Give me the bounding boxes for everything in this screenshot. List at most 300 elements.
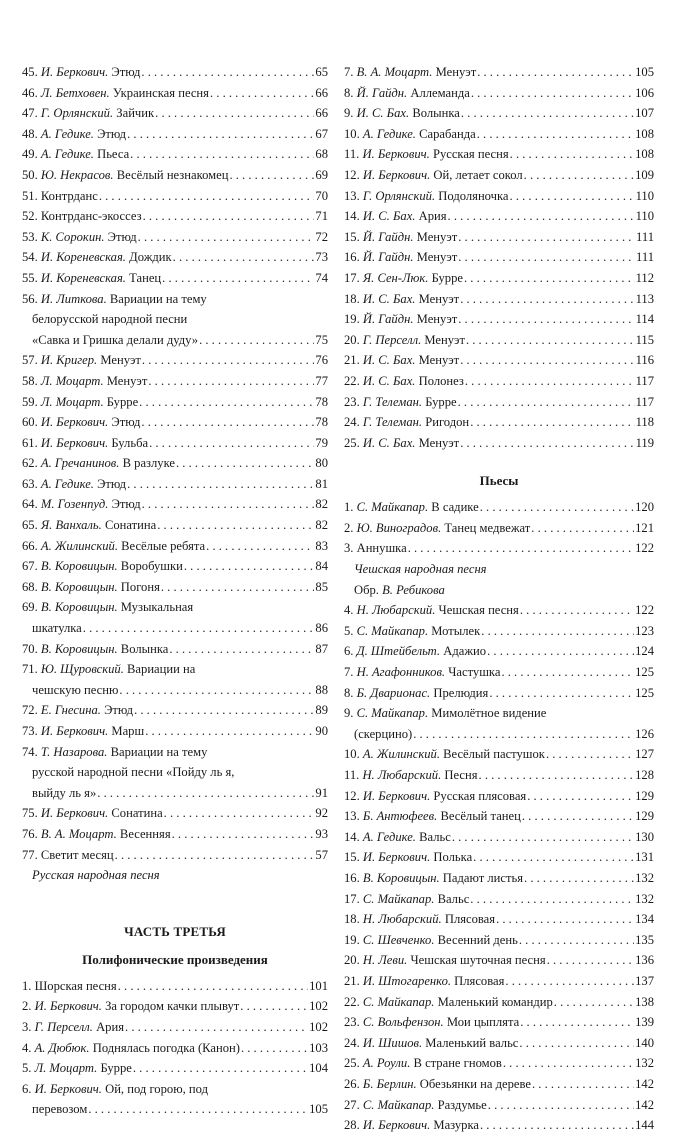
entry-line [344, 371, 654, 392]
entry-page-number: 89 [315, 703, 328, 718]
dot-leader [524, 165, 634, 186]
entry-composer: Г. Перселл. [362, 332, 422, 347]
entry-composer: А. Гедике. [40, 147, 94, 162]
entry-title: Менуэт [418, 353, 460, 368]
entry-text [357, 641, 487, 662]
entry-number: 67. [22, 559, 41, 574]
toc-entry [344, 412, 654, 433]
entry-composer: И. Беркович. [362, 788, 431, 803]
entry-page-number: 139 [635, 1015, 654, 1030]
entry-page-number: 115 [635, 332, 654, 347]
entry-composer: А. Жилинский. [40, 538, 118, 553]
toc-entry [22, 227, 328, 248]
entry-composer: В. А. Моцарт. [356, 65, 433, 79]
dot-leader [127, 124, 314, 145]
pieces-list [344, 497, 654, 1135]
entry-line [22, 680, 328, 701]
entry-title: Пьеса [97, 147, 130, 162]
entry-line [22, 412, 328, 433]
toc-entry [344, 538, 654, 600]
entry-text [41, 268, 161, 289]
entry-text [41, 824, 171, 845]
toc-entry [344, 744, 654, 765]
entry-page-number: 136 [635, 953, 654, 968]
entry-number: 6. [344, 644, 357, 659]
entry-composer: Б. Берлин. [362, 1076, 417, 1091]
entry-title: Падают листья [442, 870, 524, 885]
entry-line [22, 165, 328, 186]
dot-leader [142, 350, 314, 371]
entry-subtitle: Русская народная песня [32, 868, 160, 883]
dot-leader [473, 847, 634, 868]
entry-line [344, 703, 654, 724]
entry-title: Этюд [111, 65, 141, 79]
entry-title: Плясовая [454, 973, 505, 988]
entry-composer: А. Гречанинов. [40, 456, 120, 471]
entry-title: Весенняя [119, 826, 171, 841]
entry-title: Раздумье [437, 1097, 487, 1112]
entry-number: 51. [22, 188, 41, 203]
entry-title: Бурре [100, 1061, 132, 1076]
entry-line [22, 556, 328, 577]
entry-title: Воробушки [120, 559, 183, 574]
entry-title: Мотылек [431, 623, 481, 638]
entry-title: Марш [111, 724, 145, 738]
entry-text [41, 556, 183, 577]
entry-text [363, 930, 518, 951]
entry-title: Менуэт [416, 250, 458, 265]
entry-line [344, 621, 654, 642]
entry-composer: Н. Агафонников. [356, 665, 446, 680]
entry-text [357, 518, 531, 539]
entry-title: Вариации на тему [110, 744, 208, 759]
entry-page-number: 88 [315, 682, 328, 697]
entry-text [363, 950, 546, 971]
toc-entry [22, 144, 328, 165]
toc-entry [22, 186, 328, 207]
toc-entry [22, 268, 328, 289]
dot-leader [480, 497, 634, 518]
entry-composer: С. Майкапар. [356, 706, 429, 721]
entry-line [22, 371, 328, 392]
dot-leader [546, 744, 634, 765]
entry-line [344, 103, 654, 124]
toc-entry [22, 742, 328, 804]
entry-number: 2. [344, 520, 357, 535]
entry-page-number: 80 [315, 456, 328, 471]
toc-entry [22, 803, 328, 824]
entry-text [41, 412, 141, 433]
entry-title: Полонез [418, 373, 464, 388]
entry-text [41, 536, 205, 557]
entry-title: Ой, под горою, под [105, 1081, 208, 1096]
entry-line [344, 247, 654, 268]
entry-number: 22. [344, 994, 363, 1009]
entry-page-number: 82 [315, 497, 328, 512]
entry-line [344, 518, 654, 539]
entry-number: 16. [344, 870, 363, 885]
entry-page-number: 81 [315, 476, 328, 491]
dot-leader [172, 824, 315, 845]
entry-composer: Е. Гнесина. [40, 703, 101, 718]
dot-leader [99, 186, 315, 207]
entry-line [344, 909, 654, 930]
entry-page-number: 91 [315, 785, 328, 800]
entry-continuation: шкатулка [32, 621, 82, 636]
entry-subtitle: Чешская народная песня [354, 562, 487, 577]
entry-line [344, 950, 654, 971]
toc-entry [22, 371, 328, 392]
dot-leader [520, 600, 634, 621]
entry-title: За городом качки плывут [105, 999, 240, 1014]
entry-line [22, 803, 328, 824]
toc-entry [344, 889, 654, 910]
entry-number: 77. [22, 847, 41, 862]
entry-number: 14. [344, 209, 363, 224]
toc-entry [344, 124, 654, 145]
toc-entry [22, 494, 328, 515]
entry-text [363, 806, 521, 827]
toc-entry [22, 412, 328, 433]
toc-entry [344, 433, 654, 454]
dot-leader [477, 124, 634, 145]
dot-leader [141, 412, 314, 433]
entry-line [22, 536, 328, 557]
entry-number: 11. [344, 147, 363, 162]
entry-number: 3. [344, 541, 357, 556]
entry-number: 70. [22, 641, 41, 656]
entry-text [41, 165, 229, 186]
entry-composer: В. Коровицын. [40, 641, 118, 656]
entry-number: 71. [22, 662, 41, 677]
dot-leader [547, 950, 634, 971]
dot-leader [184, 556, 315, 577]
entry-title: Мазурка [433, 1118, 479, 1133]
toc-entry [344, 83, 654, 104]
entry-page-number: 142 [635, 1076, 654, 1091]
entry-page-number: 103 [309, 1040, 328, 1055]
dot-leader [173, 247, 315, 268]
entry-page-number: 109 [635, 167, 654, 182]
entry-number: 45. [22, 65, 41, 79]
entry-composer: И. Беркович. [40, 435, 109, 450]
entry-page-number: 122 [635, 541, 654, 556]
toc-entry [344, 765, 654, 786]
entry-line [344, 1095, 654, 1116]
entry-text [357, 703, 547, 724]
entry-line [22, 186, 328, 207]
toc-entry [344, 641, 654, 662]
entry-number: 58. [22, 373, 41, 388]
entry-number: 56. [22, 291, 41, 306]
entry-text [363, 1095, 487, 1116]
entry-page-number: 90 [315, 724, 328, 738]
entry-line [344, 868, 654, 889]
toc-entry [344, 227, 654, 248]
dot-leader [458, 392, 635, 413]
entry-line [344, 124, 654, 145]
entry-number: 64. [22, 497, 41, 512]
dot-leader [169, 639, 314, 660]
entry-text [41, 742, 208, 763]
entry-title: Маленький командир [437, 994, 553, 1009]
entry-number: 52. [22, 209, 41, 224]
toc-entry [344, 289, 654, 310]
entry-number: 47. [22, 106, 41, 121]
entry-text [363, 971, 505, 992]
entry-composer: А. Гедике. [362, 829, 416, 844]
entry-composer: И. С. Бах. [362, 435, 416, 450]
entry-number: 69. [22, 600, 41, 615]
entry-line [344, 268, 654, 289]
entry-number: 66. [22, 538, 41, 553]
entry-line [344, 641, 654, 662]
entry-page-number: 125 [635, 685, 654, 700]
dot-leader [522, 806, 634, 827]
entry-text [41, 845, 114, 866]
entry-title: Весёлый танец [440, 809, 521, 824]
entry-text [363, 1115, 479, 1136]
entry-title: Полька [433, 850, 473, 865]
entry-text [41, 186, 98, 207]
entry-number: 55. [22, 270, 41, 285]
dot-leader [119, 680, 314, 701]
entry-text [357, 62, 477, 83]
toc-entry [22, 824, 328, 845]
entry-text [41, 392, 138, 413]
entry-number: 7. [344, 65, 357, 79]
dot-leader [471, 83, 634, 104]
entry-number: 28. [344, 1118, 363, 1133]
entry-page-number: 117 [635, 373, 654, 388]
entry-text [363, 165, 523, 186]
entry-page-number: 121 [635, 520, 654, 535]
toc-entry [22, 124, 328, 145]
entry-title: Этюд [111, 497, 141, 512]
entry-text [363, 909, 495, 930]
dot-leader [88, 1099, 308, 1120]
entry-line [22, 330, 328, 351]
dot-leader [461, 103, 634, 124]
entry-page-number: 140 [635, 1035, 654, 1050]
dot-leader [487, 641, 634, 662]
toc-entry [22, 845, 328, 886]
entry-text [363, 330, 465, 351]
entry-composer: И. Беркович. [362, 1118, 431, 1133]
entry-line [344, 412, 654, 433]
entry-text [357, 662, 501, 683]
entry-title: Частушка [448, 665, 501, 680]
entry-line [22, 1038, 328, 1059]
toc-entry [22, 577, 328, 598]
entry-text [41, 247, 172, 268]
entry-number: 3. [22, 1019, 35, 1034]
entry-page-number: 118 [635, 415, 654, 430]
dot-leader [413, 724, 634, 745]
entry-page-number: 84 [315, 559, 328, 574]
entry-text [41, 124, 126, 145]
entry-title: Контрданс [40, 188, 98, 203]
entry-composer: И. С. Бах. [362, 353, 416, 368]
toc-entry [22, 62, 328, 83]
dot-leader [531, 518, 634, 539]
entry-text [41, 289, 207, 310]
entry-text [35, 996, 240, 1017]
entry-page-number: 67 [315, 126, 328, 141]
toc-entry [22, 103, 328, 124]
toc-entry [344, 309, 654, 330]
entry-line [22, 494, 328, 515]
entry-title: Вальс [419, 829, 451, 844]
entry-title: Менуэт [435, 65, 477, 79]
entry-composer: Ю. Щуровский. [40, 662, 124, 677]
entry-title: Ригодон [425, 415, 470, 430]
entry-title: Менуэт [416, 229, 458, 244]
entry-number: 20. [344, 332, 363, 347]
entry-text [363, 392, 457, 413]
entry-composer: А. Жилинский. [362, 747, 440, 762]
toc-entry [344, 165, 654, 186]
dot-leader [141, 62, 314, 83]
entry-composer: И. С. Бах. [356, 106, 410, 121]
toc-entry [344, 1115, 654, 1136]
toc-entry [344, 350, 654, 371]
dot-leader [210, 83, 314, 104]
entry-text [363, 992, 553, 1013]
toc-entry [22, 1017, 328, 1038]
toc-entry [344, 950, 654, 971]
dot-leader [458, 309, 634, 330]
entry-line [22, 824, 328, 845]
entry-page-number: 57 [315, 847, 328, 862]
dot-leader [505, 971, 634, 992]
dot-leader [130, 144, 314, 165]
entry-composer: Й. Гайдн. [362, 312, 414, 327]
entry-line [344, 847, 654, 868]
entry-composer: В. Коровицын. [362, 870, 440, 885]
toc-entry [344, 268, 654, 289]
toc-entry [22, 659, 328, 700]
toc-entry [344, 909, 654, 930]
entry-line [344, 165, 654, 186]
entry-title: Русская плясовая [433, 788, 527, 803]
entry-line [344, 1033, 654, 1054]
entry-composer: И. Литкова. [40, 291, 107, 306]
entry-line [344, 765, 654, 786]
entry-number: 26. [344, 1076, 363, 1091]
entry-title: Аллеманда [410, 85, 470, 100]
entry-text [41, 83, 209, 104]
entry-title: Волынка [120, 641, 169, 656]
entry-line [22, 144, 328, 165]
entry-number: 18. [344, 291, 363, 306]
dot-leader [460, 350, 634, 371]
dot-leader [458, 247, 635, 268]
entry-continuation: белорусской народной песни [32, 312, 188, 327]
dot-leader [458, 227, 635, 248]
entry-title: Вариации на [127, 662, 196, 677]
entry-number: 72. [22, 703, 41, 718]
entry-text [41, 721, 144, 742]
entry-line [22, 474, 328, 495]
entry-page-number: 124 [635, 644, 654, 659]
entry-title: Бульба [111, 435, 149, 450]
entry-page-number: 87 [315, 641, 328, 656]
entry-title: Мои цыплята [446, 1015, 520, 1030]
entry-page-number: 119 [635, 435, 654, 450]
entry-composer: С. Майкапар. [356, 500, 429, 515]
entry-title: Ария [96, 1019, 125, 1034]
entry-text [363, 124, 476, 145]
entry-composer: К. Сорокин. [40, 229, 105, 244]
dot-leader [139, 392, 314, 413]
dot-leader [161, 577, 315, 598]
dot-leader [532, 1074, 634, 1095]
entry-page-number: 130 [635, 829, 654, 844]
entry-text [363, 206, 447, 227]
dot-leader [162, 268, 314, 289]
entry-composer: И. С. Бах. [362, 209, 416, 224]
entry-title: Волынка [412, 106, 460, 121]
entry-number: 12. [344, 167, 363, 182]
entry-page-number: 108 [635, 126, 654, 141]
dot-leader [148, 371, 314, 392]
entry-text [363, 412, 469, 433]
entry-title: Бурре [425, 394, 457, 409]
toc-entry [344, 1033, 654, 1054]
entry-title: Танец медвежат [444, 520, 531, 535]
entry-page-number: 86 [315, 621, 328, 636]
entry-page-number: 112 [635, 270, 654, 285]
entry-title: Весёлые ребята [121, 538, 206, 553]
entry-title: Сарабанда [419, 126, 476, 141]
entry-number: 17. [344, 270, 363, 285]
entry-line [344, 62, 654, 83]
entry-title: Сонатина [104, 518, 157, 533]
entry-page-number: 71 [315, 209, 328, 224]
entry-page-number: 72 [315, 229, 328, 244]
entry-page-number: 126 [635, 726, 654, 741]
entry-composer: Й. Гайдн. [362, 229, 414, 244]
entry-text [41, 577, 160, 598]
entry-line [22, 700, 328, 721]
entry-number: 61. [22, 435, 41, 450]
entry-composer: Л. Моцарт. [40, 373, 104, 388]
dot-leader [460, 289, 634, 310]
entry-line [22, 783, 328, 804]
entry-title: Погоня [120, 579, 160, 594]
entry-arranger [344, 580, 654, 601]
entry-title: Менуэт [418, 291, 460, 306]
dot-leader [503, 1053, 634, 1074]
entry-number: 8. [344, 685, 357, 700]
entry-page-number: 92 [315, 806, 328, 821]
entry-title: Зайчик [116, 106, 155, 121]
entry-page-number: 106 [635, 85, 654, 100]
toc-entry [22, 536, 328, 557]
entry-number: 1. [344, 500, 357, 515]
entry-text [363, 268, 463, 289]
entry-composer: И. Беркович. [34, 1081, 102, 1096]
entry-composer: И. Штогаренко. [362, 973, 452, 988]
dot-leader [143, 206, 315, 227]
entry-number: 53. [22, 229, 41, 244]
left-column [22, 62, 328, 1120]
entry-text [363, 227, 457, 248]
entry-composer: А. Роули. [362, 1056, 411, 1071]
entry-page-number: 74 [315, 270, 328, 285]
entry-line [344, 662, 654, 683]
